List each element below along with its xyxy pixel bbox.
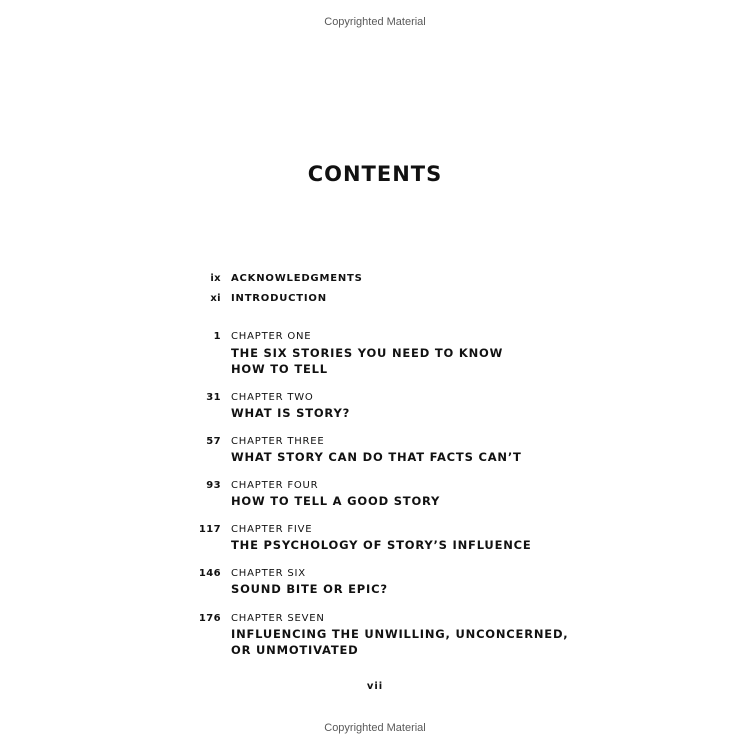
toc-entry-label: INTRODUCTION <box>231 293 327 304</box>
page-folio: vii <box>366 681 384 692</box>
page-title: CONTENTS <box>307 162 443 186</box>
toc-page-number: 176 <box>198 613 221 624</box>
chapter-label: CHAPTER ONE <box>231 331 312 342</box>
chapter-title-line: SOUND BITE OR EPIC? <box>231 582 388 596</box>
toc-page-number: 117 <box>198 524 221 535</box>
chapter-title-line: HOW TO TELL A GOOD STORY <box>231 494 441 508</box>
chapter-title-line: WHAT IS STORY? <box>231 406 351 420</box>
toc-page-number: 93 <box>206 480 221 491</box>
copyright-watermark-bottom: Copyrighted Material <box>324 722 426 734</box>
chapter-title-line: HOW TO TELL <box>231 362 328 376</box>
toc-page-number: 1 <box>213 331 221 342</box>
toc-page-number: 31 <box>206 392 221 403</box>
chapter-label: CHAPTER FOUR <box>231 480 319 491</box>
chapter-title-line: OR UNMOTIVATED <box>231 643 359 657</box>
chapter-label: CHAPTER TWO <box>231 392 314 403</box>
chapter-label: CHAPTER SEVEN <box>231 613 325 624</box>
chapter-title-line: WHAT STORY CAN DO THAT FACTS CAN’T <box>231 450 522 464</box>
toc-entry-label: ACKNOWLEDGMENTS <box>231 273 363 284</box>
chapter-label: CHAPTER SIX <box>231 568 306 579</box>
toc-page-number: 146 <box>198 568 221 579</box>
chapter-label: CHAPTER FIVE <box>231 524 313 535</box>
chapter-title-line: THE PSYCHOLOGY OF STORY’S INFLUENCE <box>231 538 532 552</box>
chapter-title-line: INFLUENCING THE UNWILLING, UNCONCERNED, <box>231 627 569 641</box>
toc-page-number: 57 <box>206 436 221 447</box>
toc-page-number: xi <box>210 293 221 304</box>
chapter-label: CHAPTER THREE <box>231 436 325 447</box>
chapter-title-line: THE SIX STORIES YOU NEED TO KNOW <box>231 346 504 360</box>
toc-page-number: ix <box>210 273 221 284</box>
copyright-watermark-top: Copyrighted Material <box>324 16 426 28</box>
